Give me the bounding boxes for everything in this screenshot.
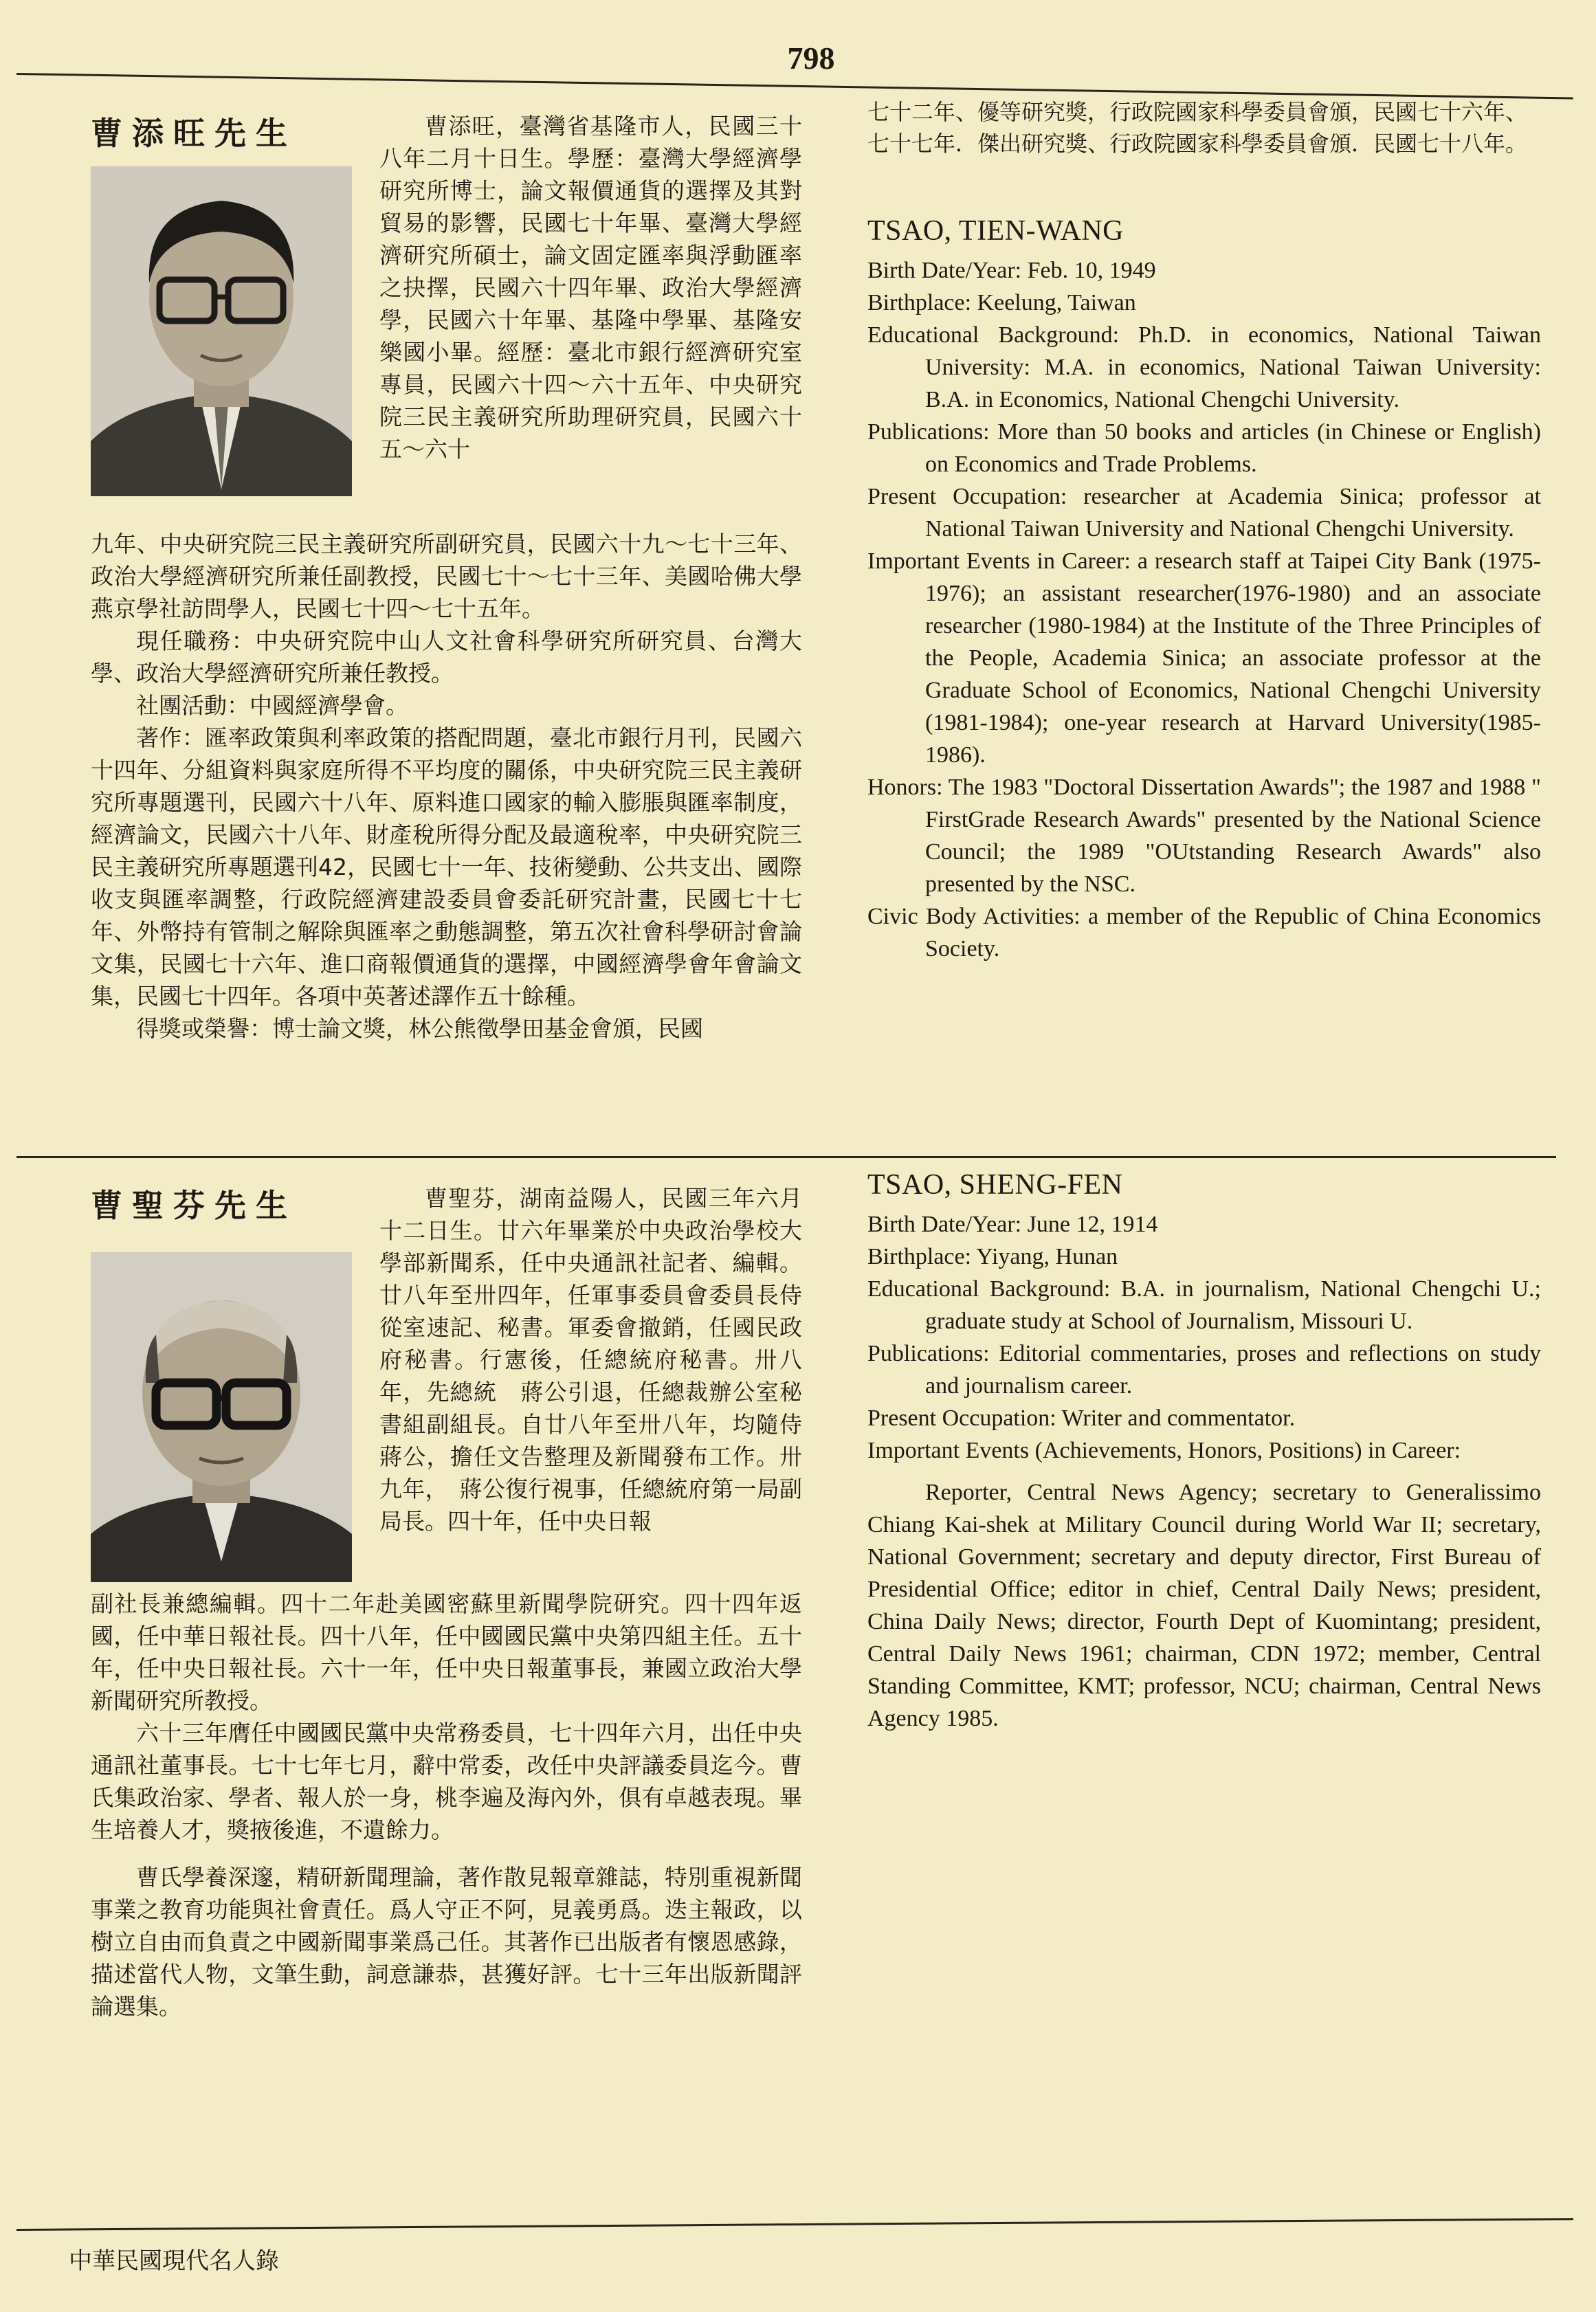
field-birth-date: Birth Date/Year: Feb. 10, 1949 [867, 258, 1156, 283]
chinese-paragraph: 著作：匯率政策與利率政策的搭配問題，臺北市銀行月刊，民國六十四年、分組資料與家庭所得不平均度的關係，中央研究院三民主義研究所專題選刊，民國六十八年、原料進口國家的輸入膨脹與匯率制度，經濟論文，民國六十八年、財產稅所得分配及最適稅率，中央研究院三民主義研究所專題選刊42，民國七十一年、技術變動、公共支出、國際收支與匯率調整，行政院經濟建設委員會委託研究計畫，民國七十七年、外幣持有管制之解除與匯率之動態調整，第五次社會科學研討會論文集，民國七十六年、進口商報價通貨的選擇，中國經濟學會年會論文集，民國七十四年。各項中英著述譯作五十餘種。 [91, 724, 802, 1010]
portrait-illustration [91, 166, 352, 496]
field-birthplace: Birthplace: Keelung, Taiwan [867, 290, 1136, 315]
english-name: TSAO, TIEN-WANG [867, 215, 1124, 247]
english-column [867, 1168, 1541, 1735]
field-publications: Publications: Editorial commentaries, proses and reflections on study and journalism career. [867, 1341, 1541, 1399]
chinese-paragraph: 六十三年膺任中國國民黨中央常務委員，七十四年六月，出任中央通訊社董事長。七十七年七月，辭中常委，改任中央評議委員迄今。曹氏集政治家、學者、報人於一身，桃李遍及海內外，俱有卓越表現。畢生培養人才，獎掖後進，不遺餘力。 [91, 1720, 802, 1843]
chinese-name: 曹聖芬先生 [91, 1187, 297, 1224]
top-rule [16, 73, 1573, 100]
field-career-details: Reporter, Central News Agency; secretary to Generalissimo Chiang Kai-shek at Military Council during World War II; secretary, National Government; secretary and deputy director, First Bureau of Presidential Office; editor in chief, Central Daily News; president, China Daily News; director, Fourth Dept of Kuomintang; president, Central Daily News 1961; chairman, CDN 1972; member, Central Standing Committee, KMT; professor, NCU; chairman, Central News Agency 1985. [867, 1480, 1541, 1731]
field-career-events: Important Events (Achievements, Honors, Positions) in Career: [867, 1438, 1461, 1463]
portrait-photo [91, 166, 352, 496]
chinese-body [91, 528, 802, 1045]
portrait-photo [91, 1252, 352, 1582]
bottom-rule [16, 2218, 1573, 2231]
field-civic: Civic Body Activities: a member of the Republic of China Economics Society. [867, 904, 1541, 962]
field-education: Educational Background: B.A. in journalism, National Chengchi U.; graduate study at School of Journalism, Missouri U. [867, 1276, 1541, 1334]
english-column [867, 96, 1541, 965]
chinese-paragraph: 得獎或榮譽：博士論文獎，林公熊徵學田基金會頒，民國 [136, 1015, 703, 1042]
field-birth-date: Birth Date/Year: June 12, 1914 [867, 1212, 1158, 1237]
portrait-illustration [91, 1252, 352, 1582]
chinese-name: 曹添旺先生 [91, 115, 297, 152]
english-name: TSAO, SHENG-FEN [867, 1169, 1123, 1201]
field-birthplace: Birthplace: Yiyang, Hunan [867, 1244, 1118, 1269]
book-title-footer: 中華民國現代名人錄 [69, 2247, 279, 2275]
entry-tsao-sheng-fen [0, 1168, 1596, 2220]
field-publications: Publications: More than 50 books and articles (in Chinese or English) on Economics and Trade Problems. [867, 419, 1541, 477]
field-education: Educational Background: Ph.D. in economics, National Taiwan University: M.A. in economics, National Taiwan University: B.A. in Economics, National Chengchi University. [867, 322, 1541, 412]
field-career-events: Important Events in Career: a research staff at Taipei City Bank (1975-1976); an assistant researcher(1976-1980) and an associate researcher (1980-1984) at the Institute of the Three Principles of the People, Academia Sinica; an associate professor at the Graduate School of Economics, National Chengchi University (1981-1984); one-year research at Harvard University(1985-1986). [867, 548, 1541, 768]
middle-rule [16, 1156, 1556, 1158]
chinese-intro: 曹聖芬，湖南益陽人，民國三年六月十二日生。廿六年畢業於中央政治學校大學部新聞系，任中央通訊社記者、編輯。廿八年至卅四年，任軍事委員會委員長侍從室速記、秘書。軍委會撤銷，任國民政府秘書。行憲後，任總統府秘書。卅八年，先總統 蔣公引退，任總裁辦公室秘書組副組長。自廿八年至卅八年，均隨侍蔣公，擔任文告整理及新聞發布工作。卅九年， 蔣公復行視事，任總統府第一局副局長。四十年，任中央日報 [379, 1185, 802, 1535]
chinese-paragraph: 現任職務：中央研究院中山人文社會科學研究所研究員、台灣大學、政治大學經濟研究所兼任教授。 [91, 627, 802, 687]
chinese-paragraph: 九年、中央研究院三民主義研究所副研究員，民國六十九～七十三年、政治大學經濟研究所兼任副教授，民國七十～七十三年、美國哈佛大學燕京學社訪問學人，民國七十四～七十五年。 [91, 531, 802, 622]
page-number: 798 [787, 41, 835, 76]
chinese-paragraph: 曹氏學養深邃，精研新聞理論，著作散見報章雜誌，特別重視新聞事業之教育功能與社會責任。爲人守正不阿，見義勇爲。迭主報政，以樹立自由而負責之中國新聞事業爲己任。其著作已出版者有懷恩感錄，描述當代人物，文筆生動，詞意謙恭，甚獲好評。七十三年出版新聞評論選集。 [91, 1864, 802, 2020]
entry-tsao-tien-wang [0, 96, 1596, 1148]
field-honors: Honors: The 1983 "Doctoral Dissertation Awards"; the 1987 and 1988 " FirstGrade Research Awards" presented by the National Science Council; the 1989 "OUtstanding Research Awards" also presented by the NSC. [867, 775, 1541, 897]
chinese-intro: 曹添旺，臺灣省基隆市人，民國三十八年二月十日生。學歷：臺灣大學經濟學研究所博士，論文報價通貨的選擇及其對貿易的影響，民國七十年畢、臺灣大學經濟研究所碩士，論文固定匯率與浮動匯率之抉擇，民國六十四年畢、政治大學經濟學，民國六十年畢、基隆中學畢、基隆安樂國小畢。經歷：臺北市銀行經濟研究室專員，民國六十四～六十五年、中央研究院三民主義研究所助理研究員，民國六十五～六十 [379, 113, 802, 463]
chinese-paragraph: 社團活動：中國經濟學會。 [136, 692, 408, 719]
field-occupation: Present Occupation: researcher at Academia Sinica; professor at National Taiwan University and National Chengchi University. [867, 484, 1541, 542]
chinese-body [91, 1588, 802, 2023]
chinese-paragraph: 副社長兼總編輯。四十二年赴美國密蘇里新聞學院研究。四十四年返國，任中華日報社長。四十八年，任中國國民黨中央第四組主任。五十年，任中央日報社長。六十一年，任中央日報董事長，兼國立政治大學新聞研究所教授。 [91, 1590, 802, 1714]
chinese-continuation: 七十二年、優等研究獎，行政院國家科學委員會頒，民國七十六年、七十七年．傑出研究獎、行政院國家科學委員會頒．民國七十八年。 [867, 99, 1528, 157]
field-occupation: Present Occupation: Writer and commentator. [867, 1405, 1296, 1431]
